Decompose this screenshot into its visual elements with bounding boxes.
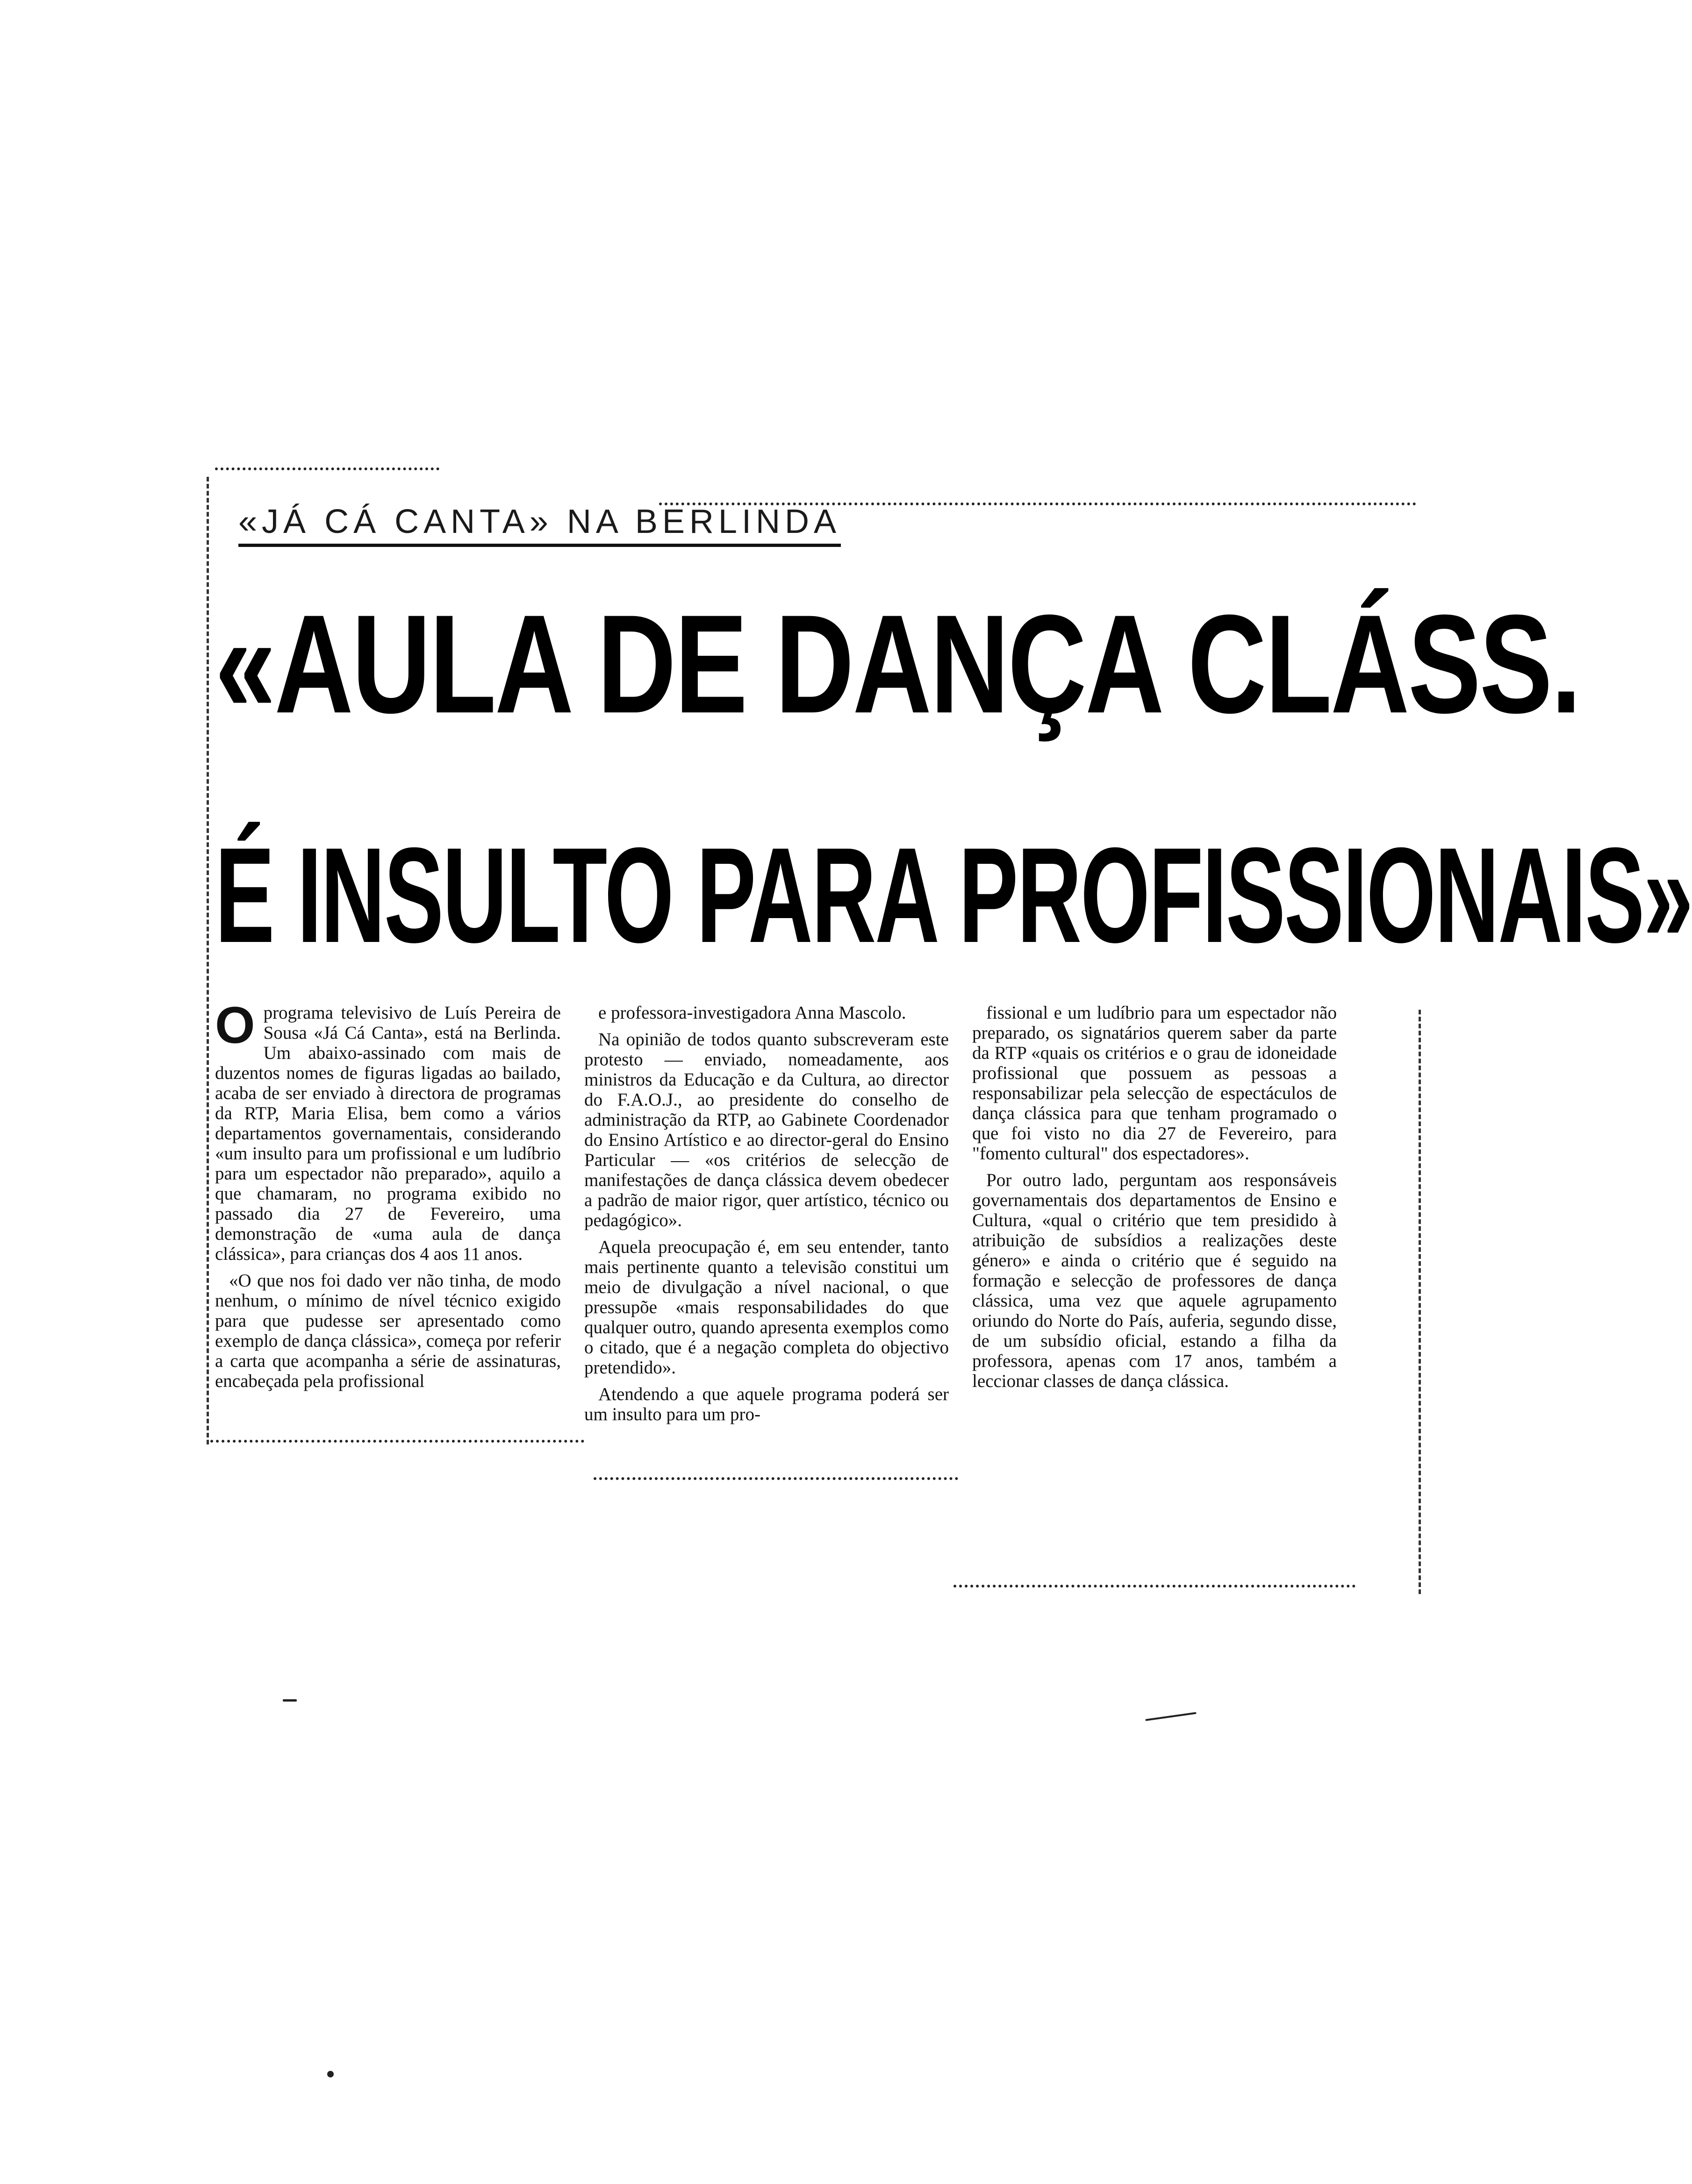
paragraph: Aquela preocupação é, em seu entender, tanto mais pertinente quanto a televisão constitui um meio de divulgação a nível nacional, o que pressupõe «mais responsabilidades do que qualquer outro, quando apresenta exemplos como o citado, que é a negação completa do objectivo pretendido». — [584, 1237, 949, 1378]
paragraph: Por outro lado, perguntam aos responsáveis governamentais dos departamentos de Ensino e Cultura, «qual o critério que tem presidido à atribuição de subsídios a realizações deste género» e ainda o critério que é seguido na formação e selecção de professores de dança clássica, uma vez que aquele agrupamento oriundo do Norte do País, auferia, segundo disse, de um subsídio oficial, estando a filha da professora, apenas com 17 anos, também a leccionar classes de dança clássica. — [972, 1170, 1337, 1391]
paragraph-text: programa televisivo de Luís Pereira de Sousa «Já Cá Canta», está na Berlinda. Um abaixo-assinado com mais de duzentos nomes de figuras ligadas ao bailado, acaba de ser enviado à directora de programas da RTP, Maria Elisa, bem como a vários departamentos governamentais, considerando «um insulto para um profissional e um ludíbrio para um espectador não preparado», aquilo a que chamaram, no programa exibido no passado dia 27 de Fevereiro, uma demonstração de «uma aula de dança clássica», para crianças dos 4 aos 11 anos. — [215, 1003, 561, 1264]
article-column-1 — [215, 997, 561, 1398]
bottom-border-left — [210, 1440, 584, 1443]
newspaper-clipping — [206, 458, 1692, 1603]
bottom-border-mid — [594, 1477, 958, 1480]
paragraph — [215, 997, 561, 1264]
paragraph: fissional e um ludíbrio para um espectador não preparado, os signatários querem saber da parte da RTP «quais os critérios e o grau de idoneidade profissional que possuem as pessoas a responsabilizar pela selecção de espectáculos de dança clássica para que tenham programado o que foi visto no dia 27 de Fevereiro, para "fomento cultural" dos espectadores». — [972, 1003, 1337, 1164]
left-border — [207, 477, 209, 1444]
paragraph: «O que nos foi dado ver não tinha, de modo nenhum, o mínimo de nível técnico exigido para que pudesse ser apresentado como exemplo de dança clássica», começa por referir a carta que acompanha a série de assinaturas, encabeçada pela profissional — [215, 1271, 561, 1391]
article-column-2 — [584, 1003, 949, 1431]
top-border-left — [215, 467, 439, 470]
headline-line-1: «AULA DE DANÇA CLÁSS. — [215, 585, 1580, 742]
scan-speck — [1145, 1712, 1196, 1721]
paragraph: Atendendo a que aquele programa poderá ser um insulto para um pro- — [584, 1384, 949, 1424]
headline-line-2: É INSULTO PARA PROFISSIONAIS» — [215, 819, 1692, 971]
article-column-3 — [972, 1003, 1337, 1398]
bottom-border-right — [954, 1585, 1355, 1588]
drop-cap: O — [215, 997, 255, 1054]
paragraph: e professora-investigadora Anna Mascolo. — [598, 1003, 906, 1023]
kicker: «JÁ CÁ CANTA» NA BERLINDA — [238, 503, 841, 547]
scan-speck — [327, 2071, 334, 2077]
paragraph: Na opinião de todos quanto subscreveram este protesto — enviado, nomeadamente, aos ministros da Educação e da Cultura, ao director do F.A.O.J., ao presidente do conselho de administração da RTP, ao Gabinete Coordenador do Ensino Artístico e ao director-geral do Ensino Particular — «os critérios de selecção de manifestações de dança clássica devem obedecer a padrão de maior rigor, quer artístico, técnico ou pedagógico». — [584, 1029, 949, 1230]
scan-speck — [283, 1699, 297, 1702]
right-border — [1419, 1010, 1421, 1594]
